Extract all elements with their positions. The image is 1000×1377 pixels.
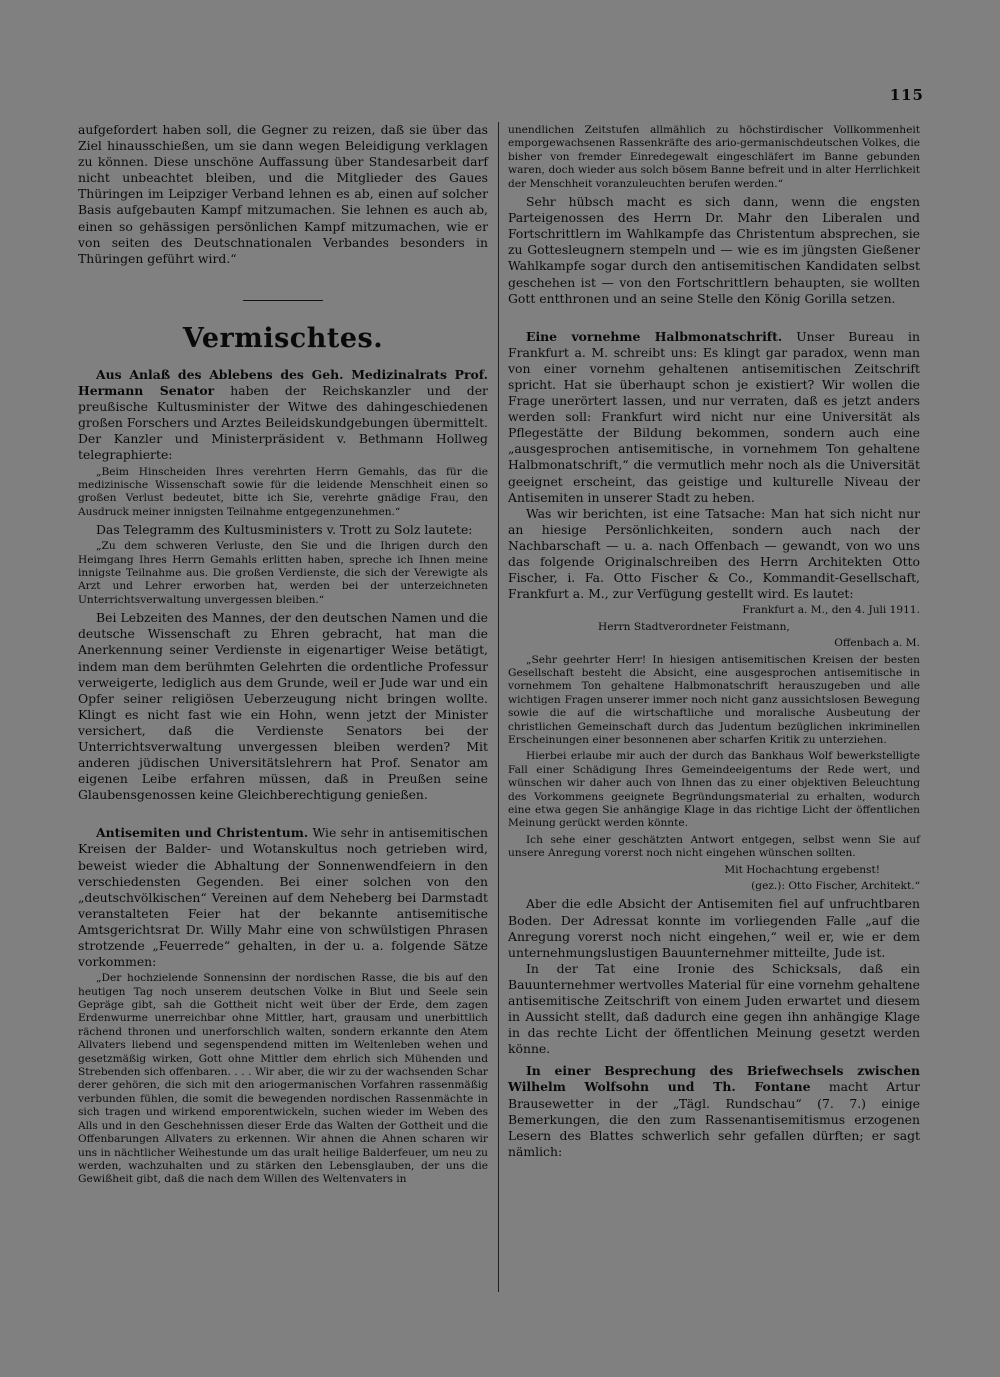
quote: „Beim Hinscheiden Ihres verehrten Herrn Gemahls, das für die medizinische Wissenschaft sowie für die leidende Menschheit einen so großen Verlust bedeutet, bitte ich Sie, verehrte gnädige Frau, den Ausdruck meiner innigsten Teilnahme entgegenzunehmen.“ (78, 465, 488, 518)
paragraph: In der Tat eine Ironie des Schicksals, daß ein Bauunternehmer wertvolles Material für eine vornehm gehaltene antisemitische Zeitschrift von einem Juden erwartet und diesem in Aussicht stellt, daß dadurch eine gegen ihn anhängige Klage in das rechte Licht der öffentlichen Meinung gesetzt werden könne. (508, 960, 920, 1057)
quote: unendlichen Zeitstufen allmählich zu höchstirdischer Vollkommenheit emporgewachsenen Rassenkräfte des ario-germanischdeutschen Volkes, die bisher von fremder Einredegewalt eingeschläfert im Banne gebunden waren, doch wieder aus solch bösem Banne befreit und in alter Herrlichkeit der Menschheit voranzuleuchten berufen werden.“ (508, 124, 920, 190)
quote: „Zu dem schweren Verluste, den Sie und die Ihrigen durch den Heimgang Ihres Herrn Gemahls erlitten haben, spreche ich Ihnen meine innigste Teilnahme aus. Die großen Verdienste, die sich der Verewigte als Arzt und Lehrer erworben hat, werden bei der unterzeichneten Unterrichtsverwaltung unvergessen bleiben.“ (78, 540, 488, 606)
paragraph (508, 329, 920, 506)
article-lead: Aus Anlaß des Ablebens des Geh. Medizinalrats Prof. Hermann Senator (78, 366, 488, 399)
letter-body: Hierbei erlaube mir auch der durch das Bankhaus Wolf bewerkstelligte Fall einer Schädigung Ihres Gemeindeeigentums der Rede wert, und wünschen wir daher auch von Ihnen das zu einer objektiven Beleuchtung des Vorkommens geeignete Begründungsmaterial zu erhalten, wodurch eine etwa gegen Sie anhängige Klage in das richtige Licht der öffentlichen Meinung gerückt werden könnte. (508, 750, 920, 830)
article-text: Unser Bureau in Frankfurt a. M. schreibt uns: Es klingt gar paradox, wenn man von einer vornehm gehaltenen antisemitischen Zeitschrift spricht. Hat sie überhaupt schon je existiert? Wir wollen die Frage unerörtert lassen, und nur verraten, daß es jetzt anders werden soll: Frankfurt wird nicht nur eine Universität als Pflegestätte der Bildung bekommen, sondern auch eine „ausgesprochen antisemitische, in vornehmem Ton gehaltene Halbmonatschrift,“ die vermutlich mehr noch als die Universität geeignet erscheint, das geistige und kulturelle Niveau der Antisemiten in unserer Stadt zu heben. (508, 328, 920, 505)
article-lead: In einer Besprechung des Briefwechsels zwischen Wilhelm Wolfsohn und Th. Fontane (508, 1063, 920, 1095)
paragraph (78, 825, 488, 970)
letter-closing: Mit Hochachtung ergebenst! (724, 863, 880, 876)
article-text: macht Artur Brausewetter in der „Tägl. Rundschau“ (7. 7.) einige Bemerkungen, die den zum Rassenantisemitismus erzogenen Lesern des Blattes schwerlich sehr gefallen dürften; er sagt nämlich: (508, 1079, 920, 1159)
article-text: haben der Reichskanzler und der preußische Kultusminister der Witwe des dahingeschiedenen großen Forschers und Arztes Beileidskundgebungen übermittelt. Der Kanzler und Ministerpräsident v. Bethmann Hollweg telegraphierte: (78, 383, 488, 463)
column-rule (498, 122, 499, 1292)
article-lead: Eine vornehme Halbmonatschrift. (526, 328, 783, 344)
article-text: Wie sehr in antisemitischen Kreisen der Balder- und Wotanskultus noch getrieben wird, beweist wieder die Abhaltung der Sonnenwendfeiern in den verschiedensten Gegenden. Bei einer solchen von den „deutschvölkischen“ Vereinen auf dem Neheberg bei Darmstadt veranstalteten Feier hat der bekannte antisemitische Amtsgerichtsrat Dr. Willy Mahr eine von schwülstigen Phrasen strotzende „Feuerrede“ gehalten, in der u. a. folgende Sätze vorkommen: (78, 825, 488, 970)
paragraph: Aber die edle Absicht der Antisemiten fiel auf unfruchtbaren Boden. Der Adressat konnte im vorliegenden Falle „auf die Anregung vorerst noch nicht eingehen,“ weil er, wie er dem unternehmungslustigen Bauunternehmer mitteilte, Jude ist. (508, 896, 920, 960)
left-column (78, 122, 488, 1190)
page-number: 115 (889, 86, 924, 104)
article-lead: Antisemiten und Christentum. (96, 825, 309, 841)
letter-date: Frankfurt a. M., den 4. Juli 1911. (742, 604, 920, 617)
right-column (508, 122, 920, 1160)
quote: „Der hochzielende Sonnensinn der nordischen Rasse, die bis auf den heutigen Tag noch unserem deutschen Volke in Blut und Seele sein Gepräge gibt, sah die Gottheit nicht weit über der Erde, dem zagen Erdenwurme unerreichbar ohne Mittler, hart, grausam und unerbittlich rächend thronen und unerforschlich walten, sondern erkannte den Atem Allvaters liebend und segenspendend mitten im Weltenleben wehen und gesetzmäßig wirken, Gott ohne Mittler dem ehrlich sich Mühenden und Strebenden sich offenbaren. . . . Wir aber, die wir zu der wachsenden Schar derer gehören, die sich mit den ariogermanischen Vorfahren rassenmäßig verbunden fühlen, die somit die bewegenden nordischen Rassenmächte in sich tragen und wirkend emporentwickeln, suchen wieder im Weben des Alls und in den Geschehnissen dieser Erde das Walten der Gottheit und die Offenbarungen Allvaters zu erkennen. Wir ahnen die Ahnen scharen wir uns in nächtlicher Weihestunde um das uralt heilige Balderfeuer, um neu zu werden, wachzuhalten und zu stärken den Lebensglauben, der uns die Gewißheit gibt, daß die nach dem Willen des Weltenvaters in (78, 972, 488, 1186)
paragraph (78, 367, 488, 464)
letter-address: Offenbach a. M. (834, 637, 920, 650)
letter-signature: (gez.): Otto Fischer, Architekt.“ (751, 880, 920, 892)
letter-body: „Sehr geehrter Herr! In hiesigen antisemitischen Kreisen der besten Gesellschaft besteht die Absicht, eine ausgesprochen antisemitische in vornehmem Ton gehaltene Halbmonatschrift herauszugeben und alle wichtigen Fragen unserer immer noch nicht ganz aussichtslosen Bewegung sowie die auf die wirtschaftliche und moralische Ausbeutung der christlichen Gemeinschaft durch das Judentum bezüglichen inkriminellen Erscheinungen einer besonnenen aber scharfen Kritik zu unterziehen. (508, 653, 920, 746)
letter-body: Ich sehe einer geschätzten Antwort entgegen, selbst wenn Sie auf unsere Anregung vorerst noch nicht eingehen wünschen sollten. (508, 833, 920, 860)
paragraph: Was wir berichten, ist eine Tatsache: Man hat sich nicht nur an hiesige Persönlichkeiten, sondern auch nach der Nachbarschaft — u. a. nach Offenbach — gewandt, von wo uns das folgende Originalschreiben des Herrn Architekten Otto Fischer, i. Fa. Otto Fischer & Co., Kommandit-Gesellschaft, Frankfurt a. M., zur Verfügung gestellt wird. Es lautet: (508, 505, 920, 602)
section-title: Vermischtes. (182, 322, 384, 354)
paragraph: Sehr hübsch macht es sich dann, wenn die engsten Parteigenossen des Herrn Dr. Mahr den Liberalen und Fortschrittlern im Wahlkampfe das Christentum absprechen, sie zu Gottesleugnern stempeln und — wie es im jüngsten Gießener Wahlkampfe sogar durch den antisemitischen Kandidaten selbst geschehen ist — von den Fortschrittlern behaupten, sie wollten Gott entthronen und an seine Stelle den König Gorilla setzen. (508, 194, 920, 306)
separator-rule (78, 289, 488, 305)
paragraph: Bei Lebzeiten des Mannes, der den deutschen Namen und die deutsche Wissenschaft zu Ehren gebracht, hat man die Anerkennung seiner Verdienste in eigenartiger Weise betätigt, indem man dem berühmten Gelehrten die ordentliche Professur verweigerte, lediglich aus dem Grunde, weil er Jude war und ein Opfer seiner religiösen Ueberzeugung nicht bringen wollte. Klingt es nicht fast wie ein Hohn, wenn jetzt der Minister versichert, daß die Verdienste Senators bei der Unterrichtsverwaltung unvergessen bleiben werden? Mit anderen jüdischen Universitätslehrern hat Prof. Senator am eigenen Leibe erfahren müssen, daß in Preußen seine Glaubensgenossen keine Gleichberechtigung genießen. (78, 610, 488, 803)
paragraph (508, 1063, 920, 1160)
paragraph: aufgefordert haben soll, die Gegner zu reizen, daß sie über das Ziel hinausschießen, um sie dann wegen Beleidigung verklagen zu können. Diese unschöne Auffassung über Standesarbeit darf nicht unbeachtet bleiben, und die Mitglieder des Gaues Thüringen im Leipziger Verband lehnen es ab, einen auf solcher Basis aufgebauten Kampf mitzumachen. Sie lehnen es auch ab, einen so gehässigen persönlichen Kampf mitzumachen, wie er von seiten des Deutschnationalen Verbandes besonders in Thüringen geführt wird.“ (78, 122, 488, 266)
letter-address: Herrn Stadtverordneter Feistmann, (598, 620, 790, 633)
paragraph: Das Telegramm des Kultusministers v. Trott zu Solz lautete: (96, 522, 473, 538)
